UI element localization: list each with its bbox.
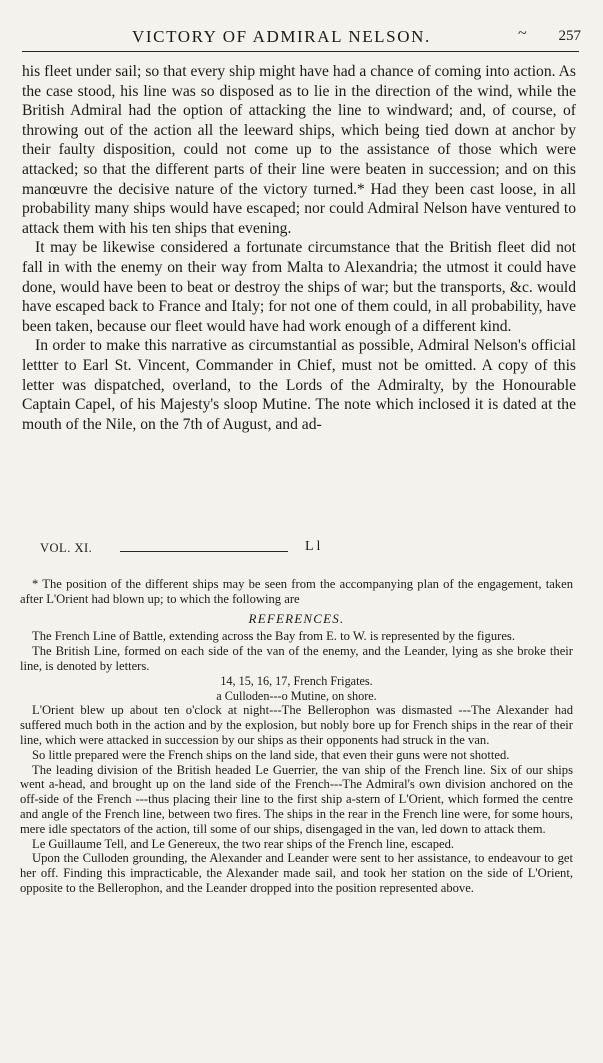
running-title: VICTORY OF ADMIRAL NELSON.	[132, 27, 431, 46]
footnote	[20, 577, 573, 896]
french-line-note: The French Line of Battle, extending across the Bay from E. to W. is represented by the figures.	[32, 629, 515, 644]
page-header	[60, 27, 581, 47]
signature-line	[30, 540, 360, 558]
main-paragraph: his fleet under sail; so that every ship might have had a chance of coming into action. As the case stood, his line was so disposed as to lie in the direction of the wind, while the British Admiral had the option of attacking the line to windward; and, of course, of throwing out of the action all the leeward ships, which being tied down at anchor by their faulty disposition, could not come up to the assistance of those which were attacked; so that the different parts of their line were beaten in succession; and on this manœuvre the decisive nature of the victory turned.* Had they been cast loose, in all probability many ships would have escaped; nor could Admiral Nelson have ventured to attack them with his ten ships that evening.	[22, 63, 576, 237]
header-mark: ~	[518, 25, 527, 42]
british-line-note: The British Line, formed on each side of the van of the enemy, and the Leander, lying as she broke their line, is denoted by letters.	[20, 644, 573, 673]
culloden-note: a Culloden---o Mutine, on shore.	[216, 688, 377, 703]
signature-rule	[120, 551, 288, 552]
footnote-paragraph: Upon the Culloden grounding, the Alexander and Leander were sent to her assistance, to endeavour to get her off. Finding this impracticable, the Alexander made sail, and took her station on the side of L'Orient, opposite to the Bellerophon, and the Leander dropped into the position represented above.	[20, 851, 573, 895]
header-rule	[22, 51, 579, 52]
main-paragraph: In order to make this narrative as circumstantial as possible, Admiral Nelson's official lettter to Earl St. Vincent, Commander in Chief, must not be omitted. A copy of this letter was dispatched, overland, to the Lords of the Admiralty, by the Honourable Captain Capel, of his Majesty's sloop Mutine. The note which inclosed it is dated at the mouth of the Nile, on the 7th of August, and ad-	[22, 337, 576, 433]
footnote-paragraph: Le Guillaume Tell, and Le Genereux, the two rear ships of the French line, escaped.	[32, 836, 455, 851]
footnote-paragraph: So little prepared were the French ships on the land side, that even their guns were not shotted.	[32, 747, 510, 762]
signature-mark: L l	[305, 539, 321, 554]
footnote-intro: * The position of the different ships may be seen from the accompanying plan of the engagement, taken after L'Orient had blown up; to which the following are	[20, 577, 573, 606]
main-text	[22, 62, 576, 434]
footnote-paragraph: L'Orient blew up about ten o'clock at night---The Bellerophon was dismasted ---The Alexander had suffered much both in the action and by the explosion, but nobly bore up for French ships in the rear of their line, which were attacked in succession by our ships as their opponents had struck in the van.	[20, 703, 573, 747]
main-paragraph: It may be likewise considered a fortunate circumstance that the British fleet did not fall in with the enemy on their way from Malta to Alexandria; the utmost it could have done, would have been to beat or destroy the ships of war; but the transports, &c. would have escaped back to France and Italy; for not one of them could, in all probability, have been taken, because our fleet would have had work enough of a different kind.	[22, 239, 576, 335]
volume-label: VOL. XI.	[40, 541, 93, 555]
page-number: 257	[558, 28, 581, 44]
references-heading: REFERENCES.	[248, 610, 345, 626]
footnote-paragraph: The leading division of the British headed Le Guerrier, the van ship of the French line. Six of our ships went a-head, and brought up on the land side of the French---The Admiral's own division anchored on the off-side of the French ---thus placing their line to the first ship a-stern of L'Orient, which formed the centre and angle of the French line, between two fires. The ships in the rear in the French line were, for some hours, mere idle spectators of the action, till some of our ships, disengaged in the van, led down to attack them.	[20, 762, 573, 836]
frigates-note: 14, 15, 16, 17, French Frigates.	[220, 673, 373, 688]
